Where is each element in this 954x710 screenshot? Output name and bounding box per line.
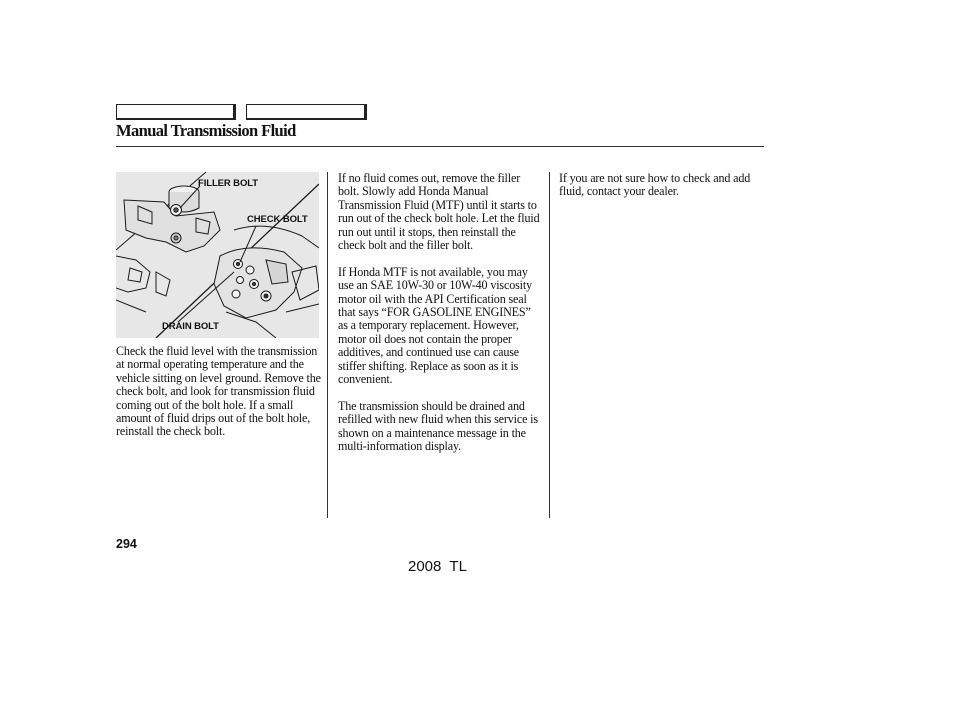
column-3-text xyxy=(559,172,764,212)
paragraph-add-fluid: If no fluid comes out, remove the filler bolt. Slowly add Honda Manual Transmission Fluid (MTF) until it starts to run out of the check bolt hole. Let the fluid run out until it stops, then reinstall the check bolt and the filler bolt. xyxy=(338,171,540,253)
page-title: Manual Transmission Fluid xyxy=(116,121,296,140)
column-divider-1 xyxy=(327,172,328,518)
paragraph-check-level: Check the fluid level with the transmission at normal operating temperature and the vehicle sitting on level ground. Remove the check bolt, and look for transmission fluid coming out of the bolt hole. If a small amount of fluid drips out of the bolt hole, reinstall the check bolt. xyxy=(116,344,321,439)
transmission-drawing xyxy=(116,172,319,338)
column-divider-2 xyxy=(549,172,550,518)
paragraph-drain-refill: The transmission should be drained and refilled with new fluid when this service is shown on a maintenance message in the multi-information display. xyxy=(338,398,538,454)
transmission-bolt-illustration xyxy=(116,172,319,338)
check-bolt-label: CHECK BOLT xyxy=(247,214,308,225)
nav-tab-box-2 xyxy=(246,104,367,120)
filler-bolt-label: FILLER BOLT xyxy=(198,178,258,189)
nav-tab-box-1 xyxy=(116,104,236,120)
column-2-text xyxy=(338,172,542,467)
drain-bolt-label: DRAIN BOLT xyxy=(162,321,219,332)
page-number: 294 xyxy=(116,537,137,551)
paragraph-contact-dealer: If you are not sure how to check and add fluid, contact your dealer. xyxy=(559,171,751,199)
title-rule xyxy=(116,146,764,147)
column-1-text xyxy=(116,345,322,452)
model-footer: 2008 TL xyxy=(408,558,467,575)
paragraph-motor-oil-substitute: If Honda MTF is not available, you may use an SAE 10W-30 or 10W-40 viscosity motor oil with the API Certification seal that says “FOR GASOLINE ENGINES” as a temporary replacement. However, motor oil does not contain the proper additives, and continued use can cause stiffer shifting. Replace as soon as it is convenient. xyxy=(338,264,532,387)
